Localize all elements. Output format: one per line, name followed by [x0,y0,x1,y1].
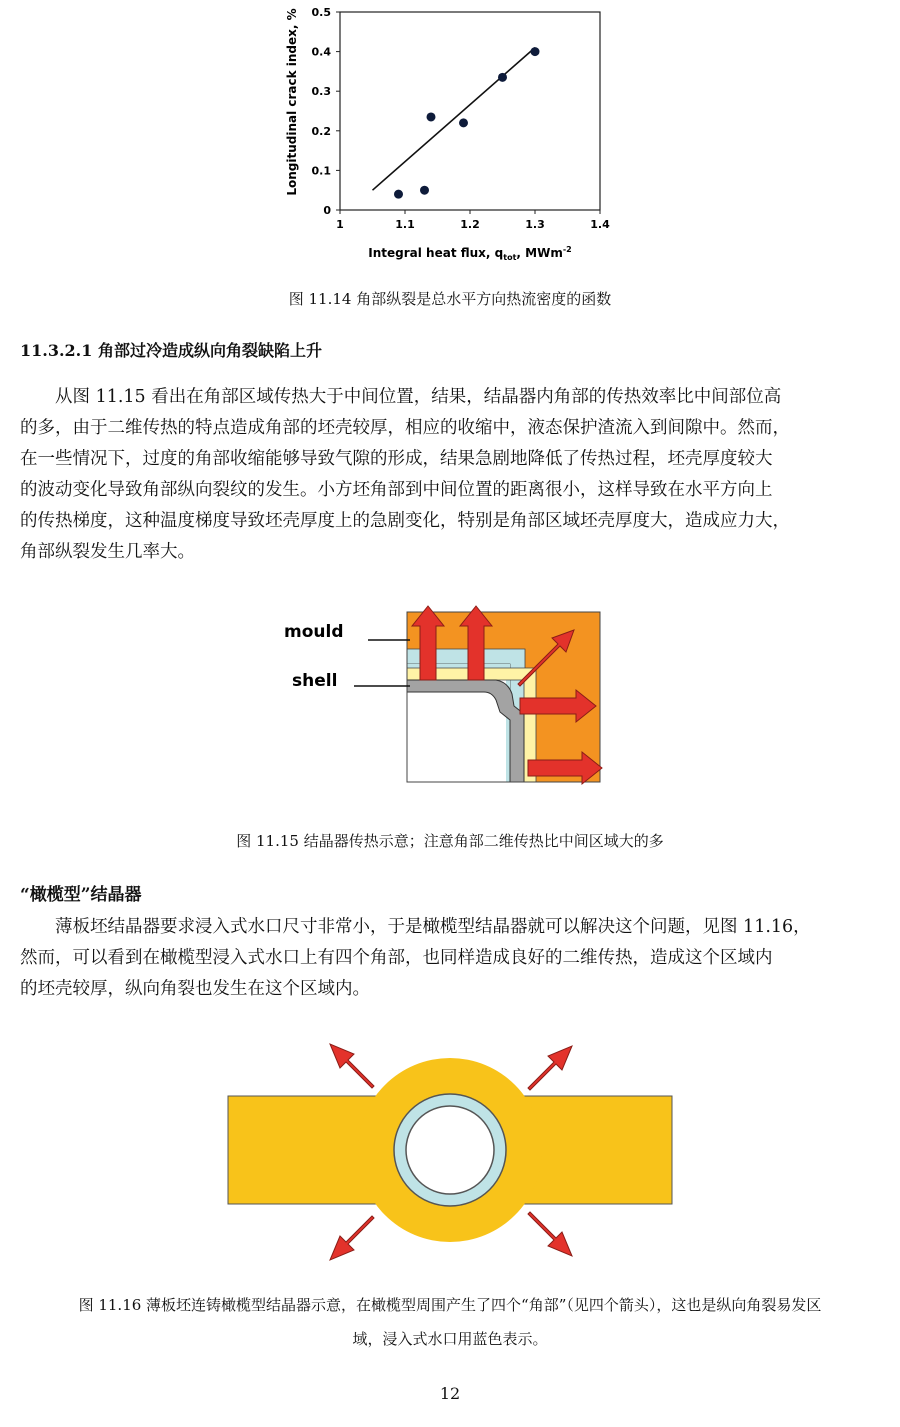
data-point [427,112,436,121]
corner-arrow-bottom-left [330,1216,374,1260]
x-tick-label: 1.2 [460,218,480,231]
text-line: 的坯壳较厚，纵向角裂也发生在这个区域内。 [20,979,370,999]
y-tick-label: 0.5 [311,6,331,19]
text-line: 在一些情况下，过度的角部收缩能够导致气隙的形成，结果急剧地降低了传热过程，坯壳厚度较大 [20,449,773,469]
y-tick-label: 0.3 [311,85,331,99]
text-line: 角部纵裂发生几率大。 [20,542,195,562]
trend-line [373,48,536,191]
data-point [420,186,429,195]
x-tick-label: 1.1 [395,218,415,231]
page-number: 12 [439,1384,461,1403]
y-tick-label: 0.4 [311,45,331,59]
corner-arrow-top-right [528,1046,572,1090]
x-axis-label: Integral heat flux, $q_{tot}$, MWm$^{-2}$ [368,245,572,262]
chart-trendline [373,48,536,191]
x-tick-label: 1.3 [525,218,545,231]
figure-11-16-caption-line-1: 图 11.16 薄板坯连铸橄榄型结晶器示意，在橄榄型周围产生了四个“角部”（见四个箭头），这也是纵向角裂易发区 [78,1296,822,1314]
text-line: 的波动变化导致角部纵向裂纹的发生。小方坯角部到中间位置的距离很小，这样导致在水平方向上 [20,480,773,500]
chart-axes [340,12,600,210]
corner-arrow-bottom-right [528,1212,572,1256]
text-line: 的多，由于二维传热的特点造成角部的坯壳较厚，相应的收缩中，液态保护渣流入到间隙中。然而， [20,418,790,438]
y-tick-label: 0 [323,204,331,217]
mould-corner-diagram [270,602,620,797]
plot-frame [340,12,600,210]
shell-label: shell [292,671,338,691]
data-point [394,190,403,199]
y-tick-label: 0.1 [311,164,331,178]
text-line: 从图 11.15 看出在角部区域传热大于中间位置，结果，结晶器内角部的传热效率比中间部位高 [55,387,782,407]
chart-points [394,47,540,199]
y-tick-label: 0.2 [311,124,331,138]
data-point [459,118,468,127]
data-point [498,73,507,82]
x-tick-label: 1 [336,218,344,231]
figure-11-15-caption: 图 11.15 结晶器传热示意；注意角部二维传热比中间区域大的多 [236,832,664,850]
data-point [531,47,540,56]
y-axis-label: Longitudinal crack index, % [285,8,299,196]
text-line: 薄板坯结晶器要求浸入式水口尺寸非常小，于是橄榄型结晶器就可以解决这个问题，见图 11.16， [55,917,811,937]
figure-11-14-caption: 图 11.14 角部纵裂是总水平方向热流密度的函数 [288,290,612,308]
figure-11-16-caption-line-2: 域，浸入式水口用蓝色表示。 [352,1330,548,1348]
crack-index-scatter-chart [270,0,630,268]
subsection-heading: “橄榄型”结晶器 [20,885,142,905]
text-line: 然而，可以看到在橄榄型浸入式水口上有四个角部，也同样造成良好的二维传热，造成这个区域内 [20,948,773,968]
chart-ticks [312,6,611,231]
submerged-nozzle-bore [406,1106,494,1194]
paragraph-2 [20,912,880,1005]
mould-label: mould [284,622,344,642]
x-tick-label: 1.4 [590,218,610,231]
section-heading: 11.3.2.1 角部过冷造成纵向角裂缺陷上升 [20,341,322,360]
olive-mould-diagram [220,1032,690,1272]
text-line: 的传热梯度，这种温度梯度导致坯壳厚度上的急剧变化，特别是角部区域坯壳厚度大，造成应力大， [20,511,790,531]
paragraph-1 [20,382,880,568]
corner-arrow-top-left [330,1044,374,1088]
